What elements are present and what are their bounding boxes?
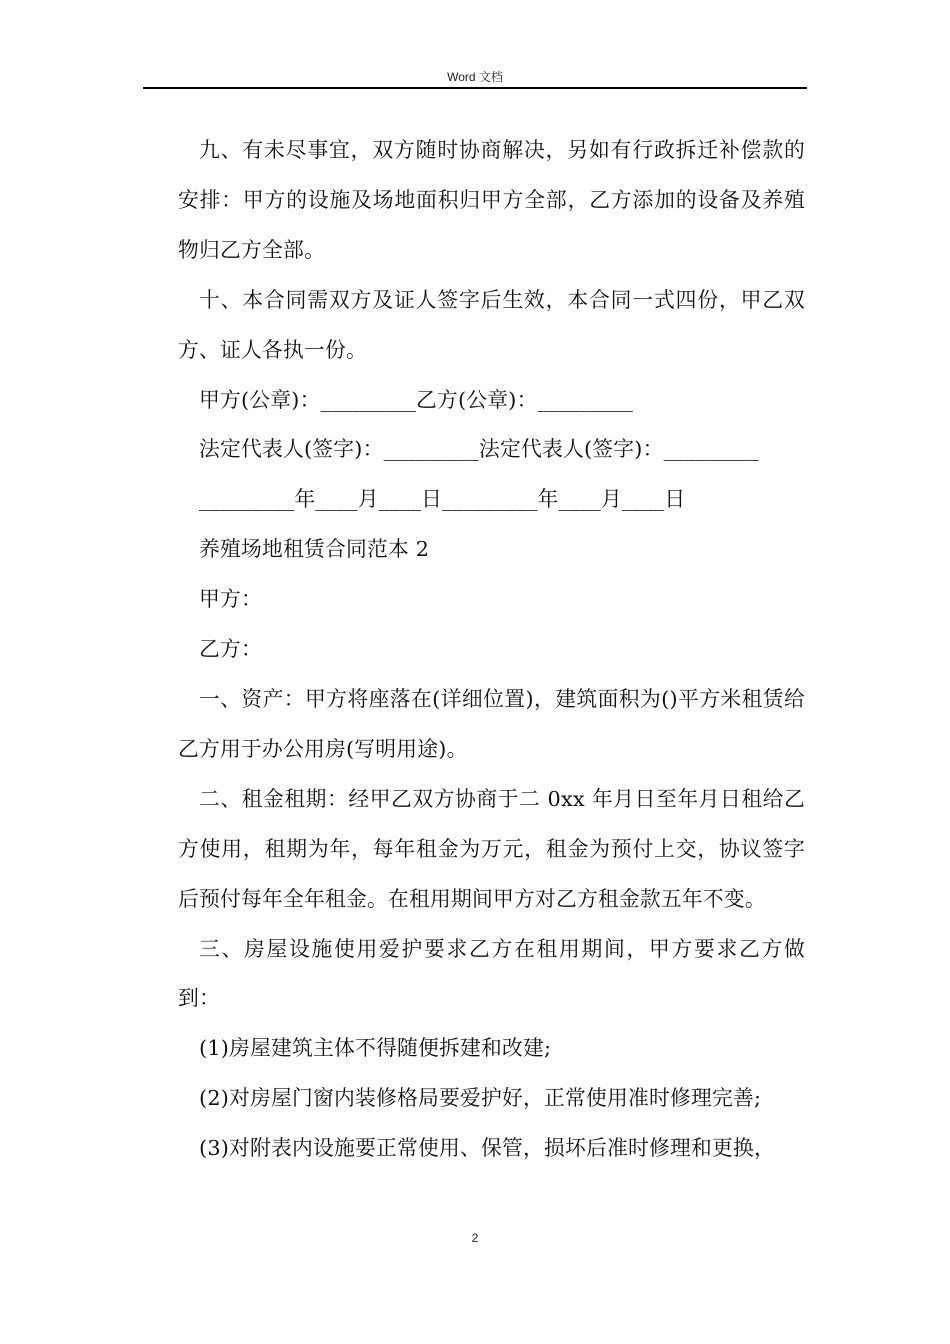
list-item-3: (3)对附表内设施要正常使用、保管，损坏后准时修理和更换， — [199, 1136, 775, 1161]
party-seal-line: 甲方(公章)：_________乙方(公章)：_________ — [199, 387, 633, 412]
paragraph-clause-3: 三、房屋设施使用爱护要求乙方在租用期间，甲方要求乙方做到： — [178, 936, 805, 1011]
paragraph-clause-9: 九、有未尽事宜，双方随时协商解决，另如有行政拆迁补偿款的安排：甲方的设施及场地面积归甲方全部，乙方添加的设备及养殖物归乙方全部。 — [178, 138, 805, 262]
paragraph-clause-10: 十、本合同需双方及证人签字后生效，本合同一式四份，甲乙双方、证人各执一份。 — [178, 287, 805, 362]
page-number: 2 — [471, 1231, 479, 1245]
list-item-2: (2)对房屋门窗内装修格局要爱护好，正常使用准时修理完善; — [199, 1086, 762, 1111]
list-item-1: (1)房屋建筑主体不得随便拆建和改建; — [199, 1036, 552, 1061]
page-header-title: Word 文档 — [447, 70, 503, 84]
section-title: 养殖场地租赁合同范本 2 — [199, 537, 430, 562]
header-divider — [143, 87, 807, 89]
date-line: _________年____月____日_________年____月____日 — [199, 487, 686, 512]
document-body — [178, 126, 805, 1174]
paragraph-clause-2: 二、租金租期：经甲乙双方协商于二 0xx 年月日至年月日租给乙方使用，租期为年，每年租金为万元，租金为预付上交，协议签字后预付每年全年租金。在租用期间甲方对乙方租金款五年不变。 — [178, 786, 805, 911]
paragraph-clause-1: 一、资产：甲方将座落在(详细位置)，建筑面积为()平方米租赁给乙方用于办公用房(写明用途)。 — [178, 686, 805, 761]
party-b-line: 乙方： — [199, 637, 262, 662]
legal-rep-signature-line: 法定代表人(签字)：_________法定代表人(签字)：_________ — [199, 437, 759, 462]
party-a-line: 甲方： — [199, 587, 262, 612]
